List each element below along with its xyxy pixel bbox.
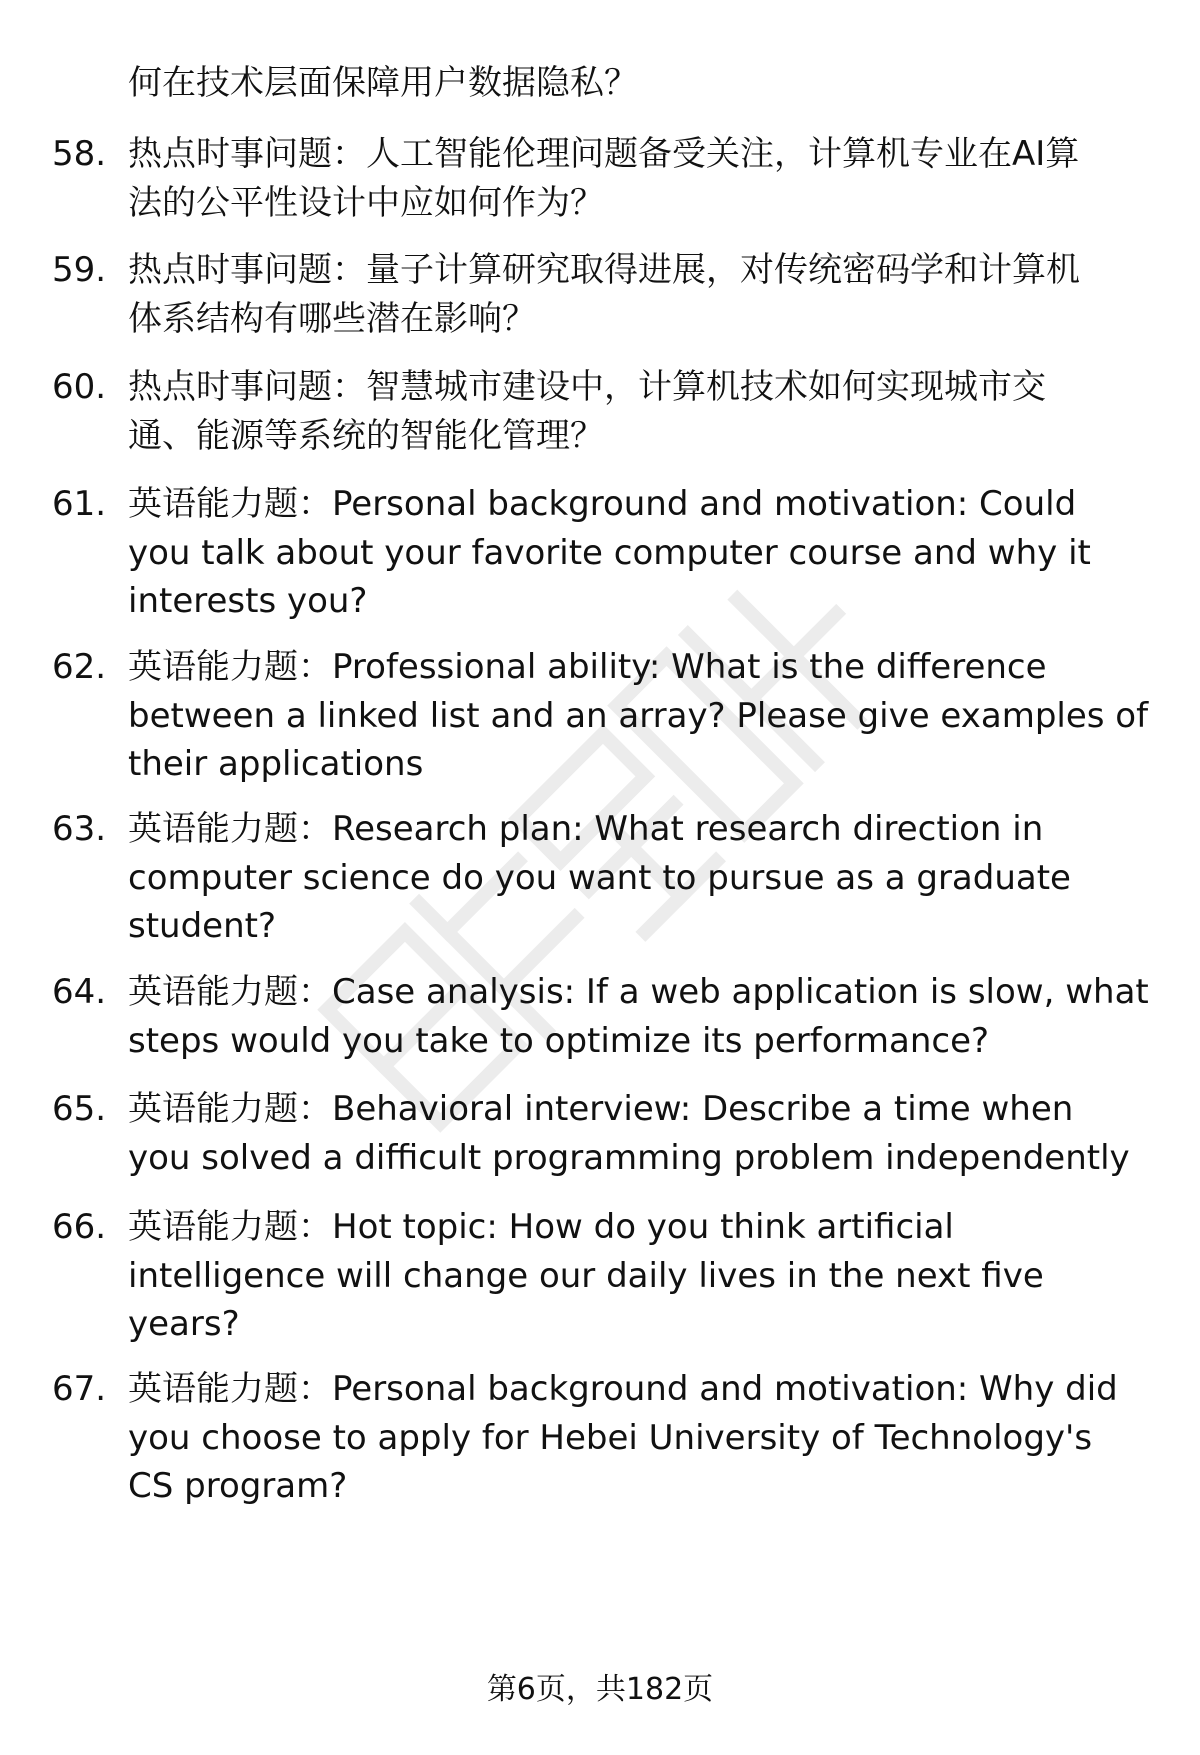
question-line: 通、能源等系统的智能化管理？ bbox=[128, 415, 604, 456]
question-line: 法的公平性设计中应如何作为？ bbox=[128, 182, 604, 223]
question-number: 61. bbox=[52, 484, 107, 524]
question-line: you solved a difficult programming problem independently bbox=[128, 1137, 1130, 1178]
question-number: 66. bbox=[52, 1207, 107, 1247]
question-line: years? bbox=[128, 1304, 240, 1344]
question-line: 英语能力题：Case analysis: If a web application is slow, what bbox=[128, 972, 1149, 1012]
question-item bbox=[52, 643, 1162, 789]
question-item bbox=[52, 480, 1162, 626]
question-number: 63. bbox=[52, 809, 107, 849]
page-footer: 第6页，共182页 bbox=[486, 1672, 714, 1707]
question-line: interests you? bbox=[128, 581, 368, 621]
question-item bbox=[52, 246, 1162, 343]
question-item bbox=[52, 1085, 1162, 1182]
question-line: you choose to apply for Hebei University of Technology's bbox=[128, 1417, 1093, 1458]
question-line: their applications bbox=[128, 744, 424, 784]
question-line: between a linked list and an array? Please give examples of bbox=[128, 695, 1149, 736]
question-line: 体系结构有哪些潜在影响？ bbox=[128, 298, 536, 339]
question-line: 热点时事问题：人工智能伦理问题备受关注，计算机专业在AI算 bbox=[128, 134, 1080, 174]
question-line: 热点时事问题：智慧城市建设中，计算机技术如何实现城市交 bbox=[128, 367, 1046, 407]
question-line: steps would you take to optimize its performance? bbox=[128, 1020, 990, 1061]
question-number: 59. bbox=[52, 250, 107, 290]
question-line: 英语能力题：Personal background and motivation: Could bbox=[128, 484, 1077, 524]
question-item bbox=[52, 130, 1162, 227]
question-line: intelligence will change our daily lives in the next five bbox=[128, 1255, 1044, 1296]
question-line: 英语能力题：Research plan: What research direction in bbox=[128, 809, 1044, 849]
question-line: CS program? bbox=[128, 1466, 348, 1506]
question-item bbox=[52, 1203, 1162, 1349]
question-line: you talk about your favorite computer course and why it bbox=[128, 532, 1091, 573]
question-line: student? bbox=[128, 906, 277, 946]
question-line: 热点时事问题：量子计算研究取得进展，对传统密码学和计算机 bbox=[128, 250, 1080, 290]
question-item bbox=[52, 363, 1162, 460]
question-number: 64. bbox=[52, 972, 107, 1012]
question-line: 英语能力题：Professional ability: What is the difference bbox=[128, 647, 1047, 687]
question-number: 58. bbox=[52, 134, 107, 174]
question-line: 英语能力题：Personal background and motivation: Why did bbox=[128, 1369, 1118, 1409]
continuation-text: 何在技术层面保障用户数据隐私？ bbox=[128, 63, 638, 103]
question-number: 60. bbox=[52, 367, 107, 407]
question-number: 65. bbox=[52, 1089, 107, 1129]
question-number: 62. bbox=[52, 647, 107, 687]
question-item bbox=[52, 968, 1162, 1065]
question-item bbox=[52, 805, 1162, 951]
question-line: 英语能力题：Hot topic: How do you think artificial bbox=[128, 1207, 954, 1247]
question-number: 67. bbox=[52, 1369, 107, 1409]
question-line: computer science do you want to pursue as a graduate bbox=[128, 857, 1071, 898]
question-line: 英语能力题：Behavioral interview: Describe a time when bbox=[128, 1089, 1074, 1129]
question-item bbox=[52, 1365, 1162, 1511]
